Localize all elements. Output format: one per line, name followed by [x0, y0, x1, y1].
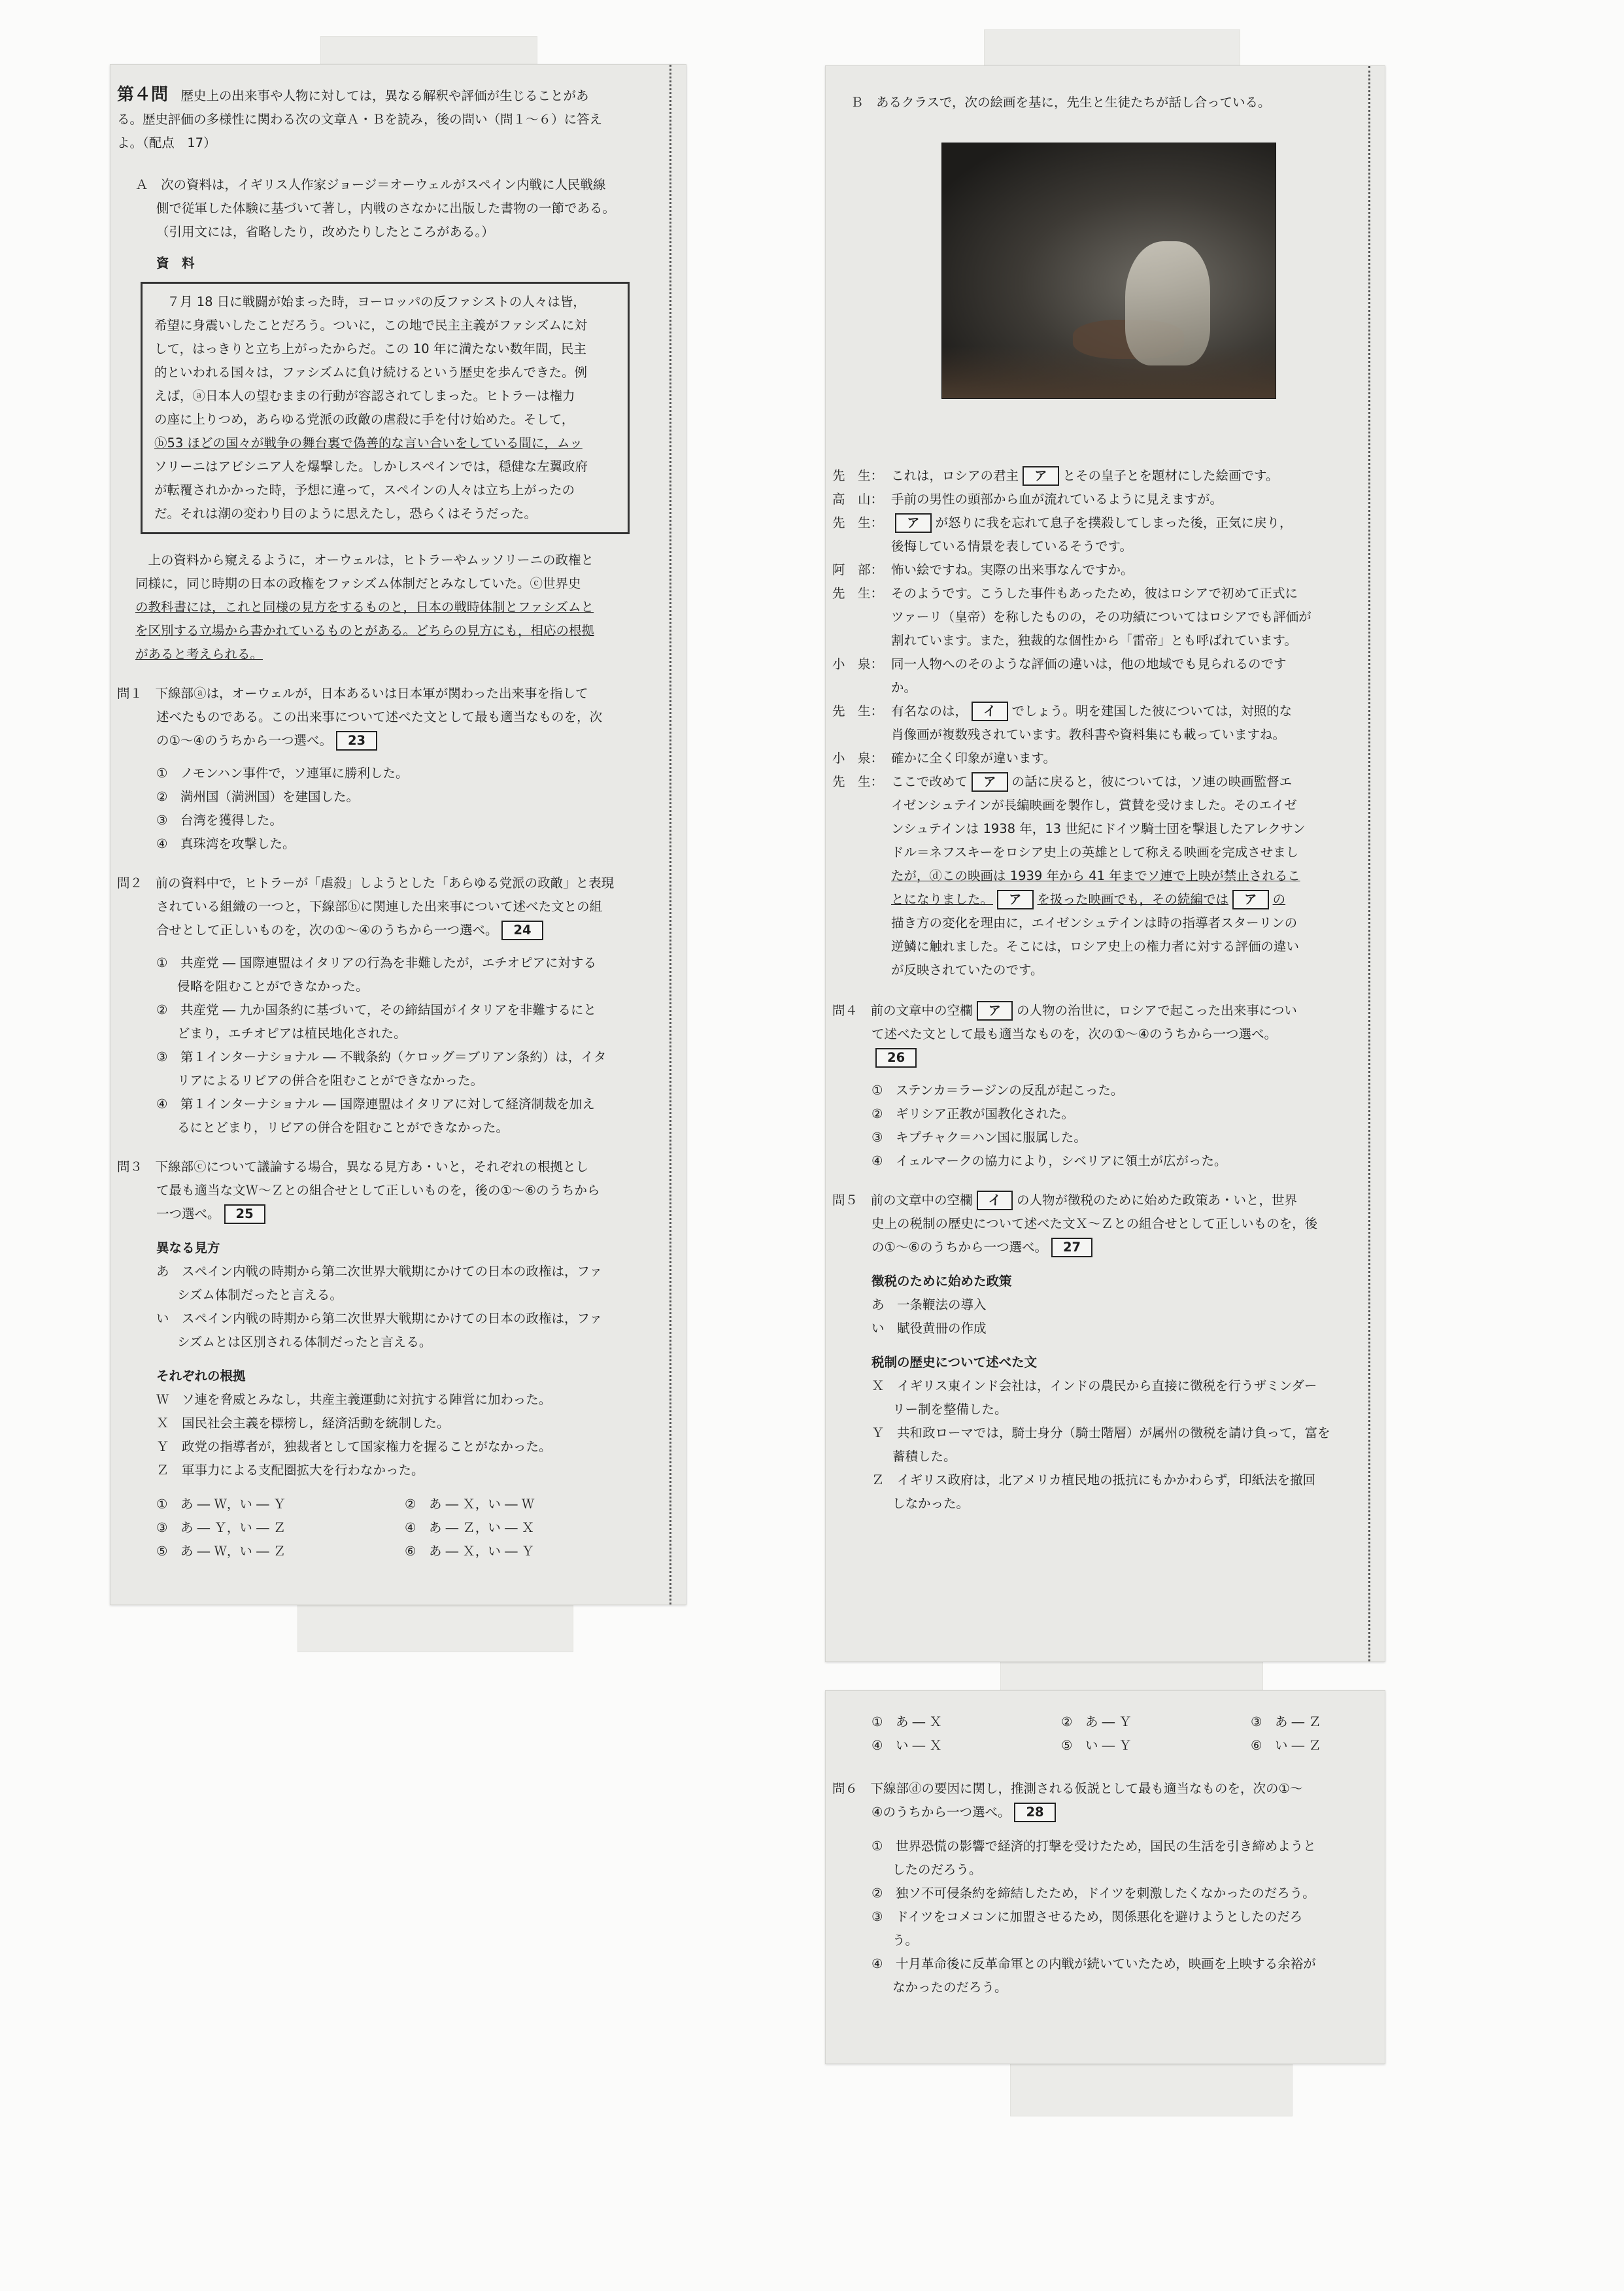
q6-choice-1a[interactable]: ① 世界恐慌の影響で経済的打撃を受けたため，国民の生活を引き締めようと: [871, 1839, 1316, 1854]
speaker-lines: [891, 770, 1362, 982]
q4-choice-1[interactable]: ① ステンカ＝ラージンの反乱が起こった。: [871, 1083, 1124, 1098]
q2-line-3: 合せとして正しいものを，次の①～④のうちから一つ選べ。: [156, 923, 498, 938]
q5-policy-a: あ 一条鞭法の導入: [871, 1297, 987, 1312]
q3-ground-y: Ｙ 政党の指導者が，独裁者として国家権力を握ることがなかった。: [156, 1439, 552, 1454]
q3-label-grounds: それぞれの根拠: [156, 1368, 246, 1383]
dialogue-line: [891, 582, 1362, 605]
q3-choice-2[interactable]: ② あ ― Ｘ，い ― Ｗ: [405, 1497, 535, 1512]
q4-choice-3[interactable]: ③ キプチャク＝ハン国に服属した。: [871, 1130, 1087, 1145]
dialogue-text: ンシュテインは 1938 年，13 世紀にドイツ騎士団を撃退したアレクサン: [891, 821, 1306, 836]
cut-line: [669, 65, 671, 1604]
dialogue-turn: [832, 747, 1362, 770]
q1-choice-4[interactable]: ④ 真珠湾を攻撃した。: [156, 836, 296, 851]
dialogue-text: とその皇子とを題材にした絵画です。: [1062, 468, 1279, 483]
q5-choice-5[interactable]: ⑤ い ― Ｙ: [1061, 1738, 1132, 1753]
q6-choice-4b[interactable]: なかったのだろう。: [892, 1980, 1007, 1995]
q5-line-1: [832, 1189, 1362, 1212]
dialogue-text: の話に戻ると，彼については，ソ連の映画監督エ: [1011, 774, 1293, 789]
dialogue-line: [891, 488, 1362, 511]
q3-label-views: 異なる見方: [156, 1240, 220, 1255]
dialogue-turn: [832, 700, 1362, 747]
dialogue-line: [891, 535, 1362, 558]
q5-text: 問５ 前の文章中の空欄: [832, 1193, 973, 1208]
dialogue-turn: [832, 488, 1362, 511]
q2-choice-4a[interactable]: ④ 第１インターナショナル ― 国際連盟はイタリアに対して経済制裁を加え: [156, 1096, 595, 1112]
dialogue-text: 有名なのは，: [891, 704, 968, 719]
q2-line-2: されている組織の一つと，下線部ⓑに関連した出来事について述べた文との組: [156, 899, 603, 914]
q5-statement-x2: リー制を整備した。: [892, 1402, 1007, 1417]
speaker-name: 小 泉：: [832, 751, 884, 766]
painting-figure-tsar: [1125, 241, 1210, 365]
dialogue-text: 割れています。また，独裁的な個性から「雷帝」とも呼ばれています。: [891, 633, 1297, 648]
speaker-lines: [891, 582, 1362, 653]
speaker-name: 先 生：: [832, 515, 884, 530]
q2-choice-1b[interactable]: 侵略を阻むことができなかった。: [177, 979, 369, 994]
q5-policy-i: い 賦役黄冊の作成: [871, 1321, 987, 1336]
q5-line-3: の①～⑥のうちから一つ選べ。: [871, 1240, 1047, 1255]
source-line-6: の座に上りつめ，あらゆる党派の政敵の虐殺に手を付け始めた。そして，: [154, 412, 575, 427]
q5-label-policies: 徴税のために始めた政策: [871, 1274, 1012, 1289]
dialogue-turn: [832, 582, 1362, 653]
dialogue-text: これは，ロシアの君主: [891, 468, 1019, 483]
q2-line-1: 問２ 前の資料中で，ヒトラーが「虐殺」しようとした「あらゆる党派の政敵」と表現: [117, 875, 615, 891]
speaker-lines: [891, 558, 1362, 582]
dialogue-blank-box: ア: [1023, 466, 1059, 486]
source-line-3: して，はっきりと立ち上がったからだ。この 10 年に満たない数年間，民主: [154, 341, 586, 356]
right-exam-strip-lower: [825, 1690, 1385, 2064]
dialogue-turn: [832, 464, 1362, 488]
q5-text: の人物が徴税のために始めた政策あ・いと，世界: [1017, 1193, 1298, 1208]
dialogue-blank-box: イ: [972, 702, 1008, 721]
dialogue-turn: [832, 511, 1362, 558]
q4-line-2: て述べた文として最も適当なものを，次の①～④のうちから一つ選べ。: [871, 1027, 1277, 1042]
sectionA-line-3: （引用文には，省略したり，改めたりしたところがある。）: [156, 224, 494, 239]
dialogue-blank-box: ア: [997, 890, 1034, 909]
painting-image: [941, 143, 1276, 399]
q2-choice-2a[interactable]: ② 共産党 ― 九か国条約に基づいて，その締結国がイタリアを非難するにと: [156, 1002, 596, 1017]
dialogue-text: イゼンシュテインが長編映画を製作し，賞賛を受けました。そのエイゼ: [891, 798, 1297, 813]
problem-title: 第４問: [117, 85, 169, 105]
q4-choice-4[interactable]: ④ イェルマークの協力により，シベリアに領土が広がった。: [871, 1153, 1227, 1168]
q5-blank-box: イ: [977, 1191, 1013, 1210]
speaker-name: 先 生：: [832, 586, 884, 601]
dialogue-line: [891, 841, 1362, 864]
dialogue-turn: [832, 770, 1362, 982]
left-exam-strip: [110, 64, 686, 1605]
q5-choices: [832, 1710, 1362, 1757]
q3-choice-1[interactable]: ① あ ― Ｗ，い ― Ｙ: [156, 1497, 286, 1512]
dialogue-text: でしょう。明を建国した彼については，対照的な: [1011, 704, 1293, 719]
dialogue-line: [891, 770, 1362, 794]
q6-choice-3a[interactable]: ③ ドイツをコメコンに加盟させるため，関係悪化を避けようとしたのだろ: [871, 1909, 1303, 1924]
dialogue-text: を扱った映画でも，その続編では: [1037, 892, 1229, 907]
q5-statement-z1: Ｚ イギリス政府は，北アメリカ植民地の抵抗にもかかわらず，印紙法を撤回: [871, 1472, 1316, 1487]
q2-choice-1a[interactable]: ① 共産党 ― 国際連盟はイタリアの行為を非難したが，エチオピアに対する: [156, 955, 596, 970]
header-line-3: よ。（配点 17）: [117, 135, 216, 150]
para-line-4: を区別する立場から書かれているものとがある。どちらの見方にも，相応の根拠: [135, 623, 595, 638]
source-label: 資 料: [156, 256, 195, 271]
q1-choice-3[interactable]: ③ 台湾を獲得した。: [156, 813, 282, 828]
q3-choice-5[interactable]: ⑤ あ ― Ｗ，い ― Ｚ: [156, 1544, 286, 1559]
dialogue-text: 肖像画が複数残されています。教科書や資料集にも載っていますね。: [891, 727, 1285, 742]
q4-blank-box: ア: [977, 1001, 1013, 1021]
q1-answer-box[interactable]: 23: [336, 731, 377, 751]
q5-answer-box[interactable]: 27: [1051, 1238, 1092, 1257]
q5-statement-y1: Ｙ 共和政ローマでは，騎士身分（騎士階層）が属州の徴税を請け負って，富を: [871, 1425, 1330, 1440]
q3-line-3: 一つ選べ。: [156, 1206, 220, 1221]
dialogue-text: 後悔している情景を表しているそうです。: [891, 539, 1132, 554]
speaker-lines: [891, 488, 1362, 511]
dialogue-line: [891, 911, 1362, 935]
dialogue-text: たが，ⓓこの映画は 1939 年から 41 年までソ連で上映が禁止されるこ: [891, 868, 1300, 883]
dialogue-text: そのようです。こうした事件もあったため，彼はロシアで初めて正式に: [891, 586, 1298, 601]
q5-choice-4[interactable]: ④ い ― Ｘ: [871, 1738, 942, 1753]
q2-choice-3a[interactable]: ③ 第１インターナショナル ― 不戦条約（ケロッグ＝ブリアン条約）は，イタ: [156, 1049, 607, 1064]
cut-line: [1368, 66, 1370, 1661]
speaker-lines: [891, 653, 1362, 700]
q5-choice-2[interactable]: ② あ ― Ｙ: [1061, 1714, 1132, 1729]
dialogue-line: [891, 700, 1362, 723]
q3-line-1: 問３ 下線部ⓒについて議論する場合，異なる見方あ・いと，それぞれの根拠とし: [117, 1159, 589, 1174]
q5-choice-3[interactable]: ③ あ ― Ｚ: [1251, 1714, 1321, 1729]
para-line-1: 上の資料から窺えるように，オーウェルは，ヒトラーやムッソリーニの政権と: [135, 552, 594, 568]
q3-choice-6[interactable]: ⑥ あ ― Ｘ，い ― Ｙ: [405, 1544, 535, 1559]
dialogue-line: [891, 888, 1362, 911]
q2-choice-3b[interactable]: リアによるリビアの併合を阻むことができなかった。: [177, 1073, 484, 1088]
q3-view-i2: シズムとは区別される体制だったと言える。: [177, 1334, 432, 1349]
source-box: [141, 282, 630, 534]
q6-line-1: 問６ 下線部ⓓの要因に関し，推測される仮説として最も適当なものを，次の①～: [832, 1781, 1303, 1796]
q1-choice-2[interactable]: ② 満州国（満洲国）を建国した。: [156, 789, 359, 804]
q3-line-2: て最も適当な文Ｗ～Ｚとの組合せとして正しいものを，後の①～⑥のうちから: [156, 1183, 600, 1198]
q6-choice-2[interactable]: ② 独ソ不可侵条約を締結したため，ドイツを刺激したくなかったのだろう。: [871, 1886, 1315, 1901]
source-line-5: えば，ⓐ日本人の望むままの行動が容認されてしまった。ヒトラーは権力: [154, 388, 575, 403]
sectionB-line: Ｂ あるクラスで，次の絵画を基に，先生と生徒たちが話し合っている。: [851, 95, 1271, 110]
dialogue-text: 怖い絵ですね。実際の出来事なんですか。: [891, 562, 1134, 577]
speaker-lines: [891, 464, 1362, 488]
q3-choices: [117, 1493, 653, 1563]
q3-ground-x: Ｘ 国民社会主義を標榜し，経済活動を統制した。: [156, 1416, 450, 1431]
q6-choice-3b[interactable]: う。: [892, 1933, 919, 1948]
source-line-1: ７月 18 日に戦闘が始まった時，ヨーロッパの反ファシストの人々は皆，: [154, 294, 586, 309]
speaker-name: 阿 部：: [832, 562, 884, 577]
dialogue-line: [891, 959, 1362, 982]
dialogue-line: [891, 817, 1362, 841]
q4-answer-box[interactable]: 26: [875, 1048, 917, 1068]
para-line-3: の教科書には，これと同様の見方をするものと，日本の戦時体制とファシズムと: [135, 600, 594, 615]
source-line-10: だ。それは潮の変わり目のように思えたし，恐らくはそうだった。: [154, 506, 537, 521]
speaker-lines: [891, 511, 1362, 558]
dialogue-line: [891, 794, 1362, 817]
q5-choice-1[interactable]: ① あ ― Ｘ: [871, 1714, 942, 1729]
header-line-2: る。歴史評価の多様性に関わる次の文章Ａ・Ｂを読み，後の問い（問１～６）に答え: [117, 112, 603, 127]
dialogue-line: [891, 864, 1362, 888]
source-line-7: ⓑ53 ほどの国々が戦争の舞台裏で偽善的な言い合いをしている間に，ムッ: [154, 435, 583, 450]
q5-choice-6[interactable]: ⑥ い ― Ｚ: [1251, 1738, 1321, 1753]
q6-answer-box[interactable]: 28: [1014, 1803, 1055, 1822]
speaker-name: 先 生：: [832, 774, 884, 789]
para-line-2: 同様に，同じ時期の日本の政権をファシズム体制だとみなしていた。ⓒ世界史: [135, 576, 581, 591]
q5-line-2: 史上の税制の歴史について述べた文Ｘ～Ｚとの組合せとして正しいものを，後: [871, 1216, 1318, 1231]
dialogue-line: [891, 935, 1362, 959]
dialogue-line: [891, 558, 1362, 582]
dialogue-text: 手前の男性の頭部から血が流れているように見えますが。: [891, 492, 1223, 507]
dialogue-text: 逆鱗に触れました。そこには，ロシア史上の権力者に対する評価の違い: [891, 939, 1300, 954]
q1-line-3: の①～④のうちから一つ選べ。: [156, 733, 332, 748]
q4-text: の人物の治世に，ロシアで起こった出来事につい: [1017, 1003, 1297, 1018]
dialogue-text: ツァーリ（皇帝）を称したものの，その功績についてはロシアでも評価が: [891, 609, 1311, 624]
dialogue-blank-box: ア: [972, 772, 1008, 792]
source-line-8: ソリーニはアビシニア人を爆撃した。しかしスペインでは，穏健な左翼政府: [154, 459, 588, 474]
dialogue-text: の: [1272, 892, 1286, 907]
source-line-2: 希望に身震いしたことだろう。ついに，この地で民主主義がファシズムに対: [154, 318, 588, 333]
dialogue: [832, 464, 1362, 982]
q6-choice-1b[interactable]: したのだろう。: [892, 1862, 982, 1877]
dialogue-turn: [832, 653, 1362, 700]
speaker-name: 高 山：: [832, 492, 884, 507]
dialogue-line: [891, 605, 1362, 629]
dialogue-text: 描き方の変化を理由に，エイゼンシュテインは時の指導者スターリンの: [891, 915, 1298, 930]
q5-label-statements: 税制の歴史について述べた文: [871, 1355, 1038, 1370]
para-line-5: があると考えられる。: [135, 647, 263, 662]
sectionA-line-1: Ａ 次の資料は，イギリス人作家ジョージ＝オーウェルがスペイン内戦に人民戦線: [135, 177, 606, 192]
q4-choice-2[interactable]: ② ギリシア正教が国教化された。: [871, 1106, 1074, 1121]
speaker-lines: [891, 700, 1362, 747]
right-content-lower: [832, 1710, 1362, 1999]
dialogue-line: [891, 629, 1362, 653]
dialogue-line: [891, 653, 1362, 676]
q4-text: 問４ 前の文章中の空欄: [832, 1003, 973, 1018]
dialogue-text: ここで改めて: [891, 774, 968, 789]
dialogue-text: が反映されていたのです。: [891, 962, 1043, 977]
q3-view-a2: シズム体制だったと言える。: [177, 1287, 343, 1302]
left-content: [117, 83, 653, 1563]
q5-statement-x1: Ｘ イギリス東インド会社は，インドの農民から直接に徴税を行うザミンダー: [871, 1378, 1317, 1393]
speaker-name: 小 泉：: [832, 656, 884, 671]
dialogue-text: ドル＝ネフスキーをロシア史上の英雄として称える映画を完成させまし: [891, 845, 1299, 860]
q1-line-2: 述べたものである。この出来事について述べた文として最も適当なものを，次: [156, 709, 603, 724]
dialogue-text: 確かに全く印象が違います。: [891, 751, 1056, 766]
header-line-1: 歴史上の出来事や人物に対しては，異なる解釈や評価が生じることがあ: [180, 88, 589, 103]
q3-view-a1: あ スペイン内戦の時期から第二次世界大戦期にかけての日本の政権は，ファ: [156, 1264, 603, 1279]
source-line-9: が転覆されかかった時，予想に違って，スペインの人々は立ち上がったの: [154, 483, 575, 498]
q6-line-2: ④のうちから一つ選べ。: [871, 1805, 1011, 1820]
dialogue-line: [891, 723, 1362, 747]
dialogue-line: [891, 464, 1362, 488]
q3-ground-z: Ｚ 軍事力による支配圏拡大を行わなかった。: [156, 1463, 424, 1478]
q2-answer-box[interactable]: 24: [501, 921, 543, 940]
q1-choice-1[interactable]: ① ノモンハン事件で，ソ連軍に勝利した。: [156, 766, 409, 781]
q3-view-i1: い スペイン内戦の時期から第二次世界大戦期にかけての日本の政権は，ファ: [156, 1311, 603, 1326]
dialogue-blank-box: ア: [895, 513, 932, 533]
sectionA-line-2: 側で従軍した体験に基づいて著し，内戦のさなかに出版した書物の一節である。: [156, 201, 616, 216]
dialogue-text: とになりました。: [891, 892, 994, 907]
dialogue-text: か。: [891, 680, 917, 695]
q5-statement-z2: しなかった。: [892, 1496, 970, 1511]
dialogue-text: が怒りに我を忘れて息子を撲殺してしまった後，正気に戻り，: [935, 515, 1293, 530]
dialogue-line: [891, 747, 1362, 770]
q3-choice-4[interactable]: ④ あ ― Ｚ，い ― Ｘ: [405, 1520, 535, 1535]
q1-line-1: 問１ 下線部ⓐは，オーウェルが，日本あるいは日本軍が関わった出来事を指して: [117, 686, 588, 701]
source-line-4: 的といわれる国々は，ファシズムに負け続けるという歴史を歩んできた。例: [154, 365, 588, 380]
q6-choice-4a[interactable]: ④ 十月革命後に反革命軍との内戦が続いていたため，映画を上映する余裕が: [871, 1956, 1316, 1971]
speaker-lines: [891, 747, 1362, 770]
dialogue-turn: [832, 558, 1362, 582]
q3-ground-w: Ｗ ソ連を脅威とみなし，共産主義運動に対抗する陣営に加わった。: [156, 1392, 552, 1407]
q3-answer-box[interactable]: 25: [224, 1204, 265, 1224]
q4-line-1: [832, 999, 1362, 1023]
speaker-name: 先 生：: [832, 704, 884, 719]
dialogue-text: 同一人物へのそのような評価の違いは，他の地域でも見られるのです: [891, 656, 1287, 671]
q3-choice-3[interactable]: ③ あ ― Ｙ，い ― Ｚ: [156, 1520, 286, 1535]
dialogue-line: [891, 511, 1362, 535]
q5-statement-y2: 蓄積した。: [892, 1449, 956, 1464]
speaker-name: 先 生：: [832, 468, 884, 483]
q2-choice-4b[interactable]: るにとどまり，リビアの併合を阻むことができなかった。: [177, 1120, 509, 1135]
dialogue-blank-box: ア: [1232, 890, 1269, 909]
dialogue-line: [891, 676, 1362, 700]
q2-choice-2b[interactable]: どまり，エチオピアは植民地化された。: [177, 1026, 407, 1041]
